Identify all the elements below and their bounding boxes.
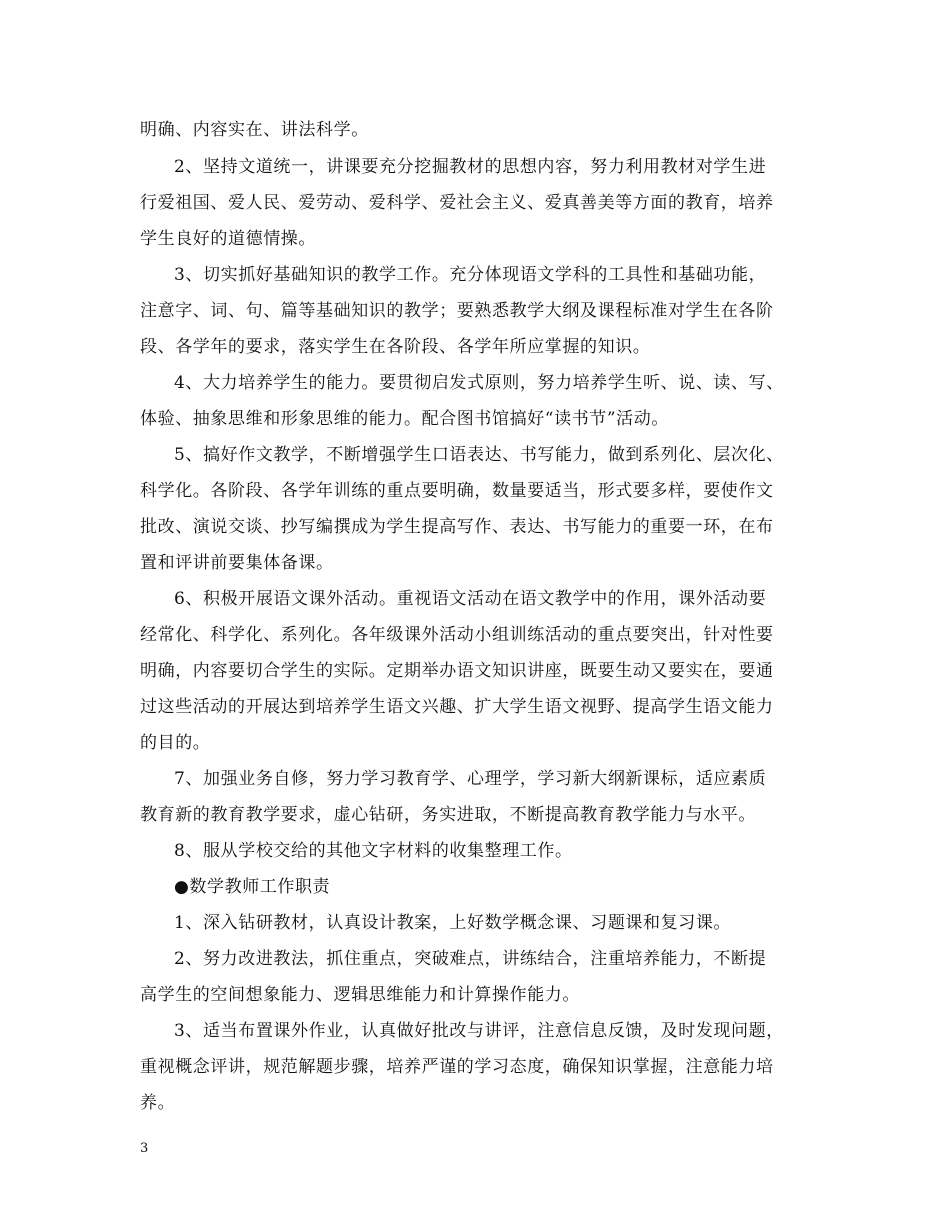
section-heading: ●数学教师工作职责 <box>174 877 331 897</box>
text-line: 高学生的空间想象能力、逻辑思维能力和计算操作能力。 <box>140 985 580 1005</box>
text-line: 行爱祖国、爱人民、爱劳动、爱科学、爱社会主义、爱真善美等方面的教育，培养 <box>140 193 774 213</box>
text-line: 3、切实抓好基础知识的教学工作。充分体现语文学科的工具性和基础功能， <box>174 265 767 285</box>
text-line: 置和评讲前要集体备课。 <box>140 553 334 573</box>
text-line: 7、加强业务自修，努力学习教育学、心理学，学习新大纲新课标，适应素质 <box>174 769 767 789</box>
text-line: 2、努力改进教法，抓住重点，突破难点，讲练结合，注重培养能力，不断提 <box>174 949 767 969</box>
text-line: 注意字、词、句、篇等基础知识的教学；要熟悉教学大纲及课程标准对学生在各阶 <box>140 301 774 321</box>
text-line: 重视概念评讲，规范解题步骤，培养严谨的学习态度，确保知识掌握，注意能力培 <box>140 1057 774 1077</box>
text-line: 养。 <box>140 1093 176 1113</box>
text-line: 的目的。 <box>140 733 211 753</box>
text-line: 经常化、科学化、系列化。各年级课外活动小组训练活动的重点要突出，针对性要 <box>140 625 774 645</box>
page-number: 3 <box>140 1141 149 1156</box>
text-line: 体验、抽象思维和形象思维的能力。配合图书馆搞好“读书节”活动。 <box>140 409 669 429</box>
text-line: 8、服从学校交给的其他文字材料的收集整理工作。 <box>174 841 573 861</box>
text-line: 4、大力培养学生的能力。要贯彻启发式原则，努力培养学生听、说、读、写、 <box>174 373 784 393</box>
text-line: 5、搞好作文教学，不断增强学生口语表达、书写能力，做到系列化、层次化、 <box>174 445 784 465</box>
text-line: 教育新的教育教学要求，虚心钻研，务实进取，不断提高教育教学能力与水平。 <box>140 805 756 825</box>
text-line: 2、坚持文道统一，讲课要充分挖掘教材的思想内容，努力利用教材对学生进 <box>174 157 767 177</box>
text-line: 3、适当布置课外作业，认真做好批改与讲评，注意信息反馈，及时发现问题， <box>174 1021 784 1041</box>
text-line: 明确、内容实在、讲法科学。 <box>140 120 369 140</box>
text-line: 6、积极开展语文课外活动。重视语文活动在语文教学中的作用，课外活动要 <box>174 589 767 609</box>
text-line: 学生良好的道德情操。 <box>140 229 316 249</box>
text-line: 批改、演说交谈、抄写编撰成为学生提高写作、表达、书写能力的重要一环，在布 <box>140 517 774 537</box>
text-line: 过这些活动的开展达到培养学生语文兴趣、扩大学生语文视野、提高学生语文能力 <box>140 697 774 717</box>
text-line: 科学化。各阶段、各学年训练的重点要明确，数量要适当，形式要多样，要使作文 <box>140 481 774 501</box>
text-line: 段、各学年的要求，落实学生在各阶段、各学年所应掌握的知识。 <box>140 337 651 357</box>
text-line: 1、深入钻研教材，认真设计教案，上好数学概念课、习题课和复习课。 <box>174 913 732 933</box>
text-line: 明确，内容要切合学生的实际。定期举办语文知识讲座，既要生动又要实在，要通 <box>140 661 774 681</box>
